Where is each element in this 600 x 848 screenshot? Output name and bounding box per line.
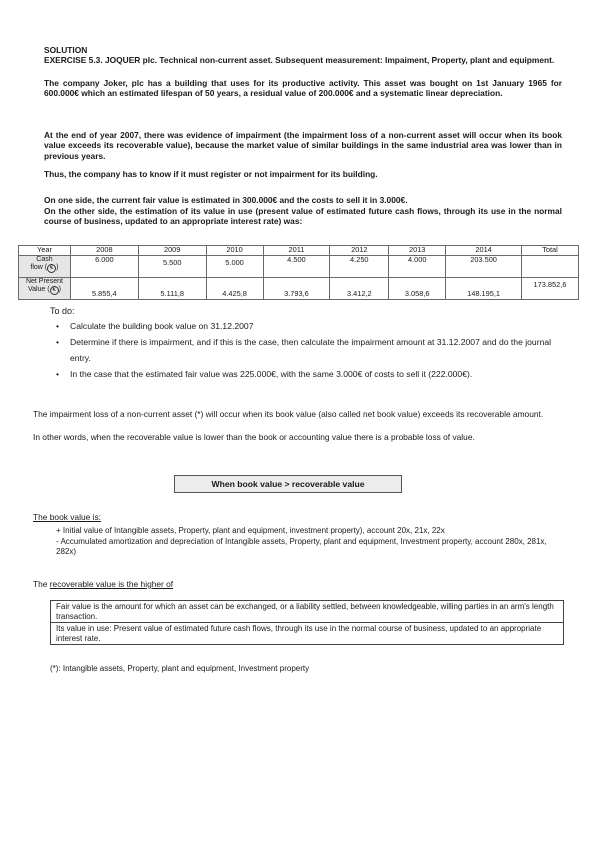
- explanation-impairment: The impairment loss of a non-current asset (*) will occur when its book value (also called net book value) exceeds its recoverable amount.: [33, 409, 544, 419]
- paragraph-register: Thus, the company has to know if it must register or not impairment for its building.: [44, 169, 378, 179]
- cash-cell: 4.000: [389, 256, 446, 278]
- book-value-line-initial: + Initial value of Intangible assets, Property, plant and equipment, investment property), account 20x, 21x, 22x: [56, 526, 445, 535]
- euro-symbol: €: [47, 264, 56, 273]
- paragraph-impairment-evidence: At the end of year 2007, there was evidence of impairment (the impairment loss of a non-current asset will occur when its book value exceeds its recoverable value), because the market value of similar buildings in the same industrial area was lower than in previous years.: [44, 130, 562, 161]
- cash-total-cell: [522, 256, 579, 278]
- value-in-use-definition: Its value in use: Present value of estimated future cash flows, through its use in the normal course of business, updated to an appropriate interest rate.: [51, 622, 563, 644]
- npv-row: [19, 278, 579, 300]
- npv-label-line2: Value: [27, 285, 46, 293]
- list-item: [56, 366, 566, 382]
- fair-value-definition: Fair value is the amount for which an asset can be exchanged, or a liability settled, between knowledgeable, willing parties in an arm's length transaction.: [56, 602, 554, 621]
- header-cell: Year: [19, 246, 71, 256]
- header-cell: 2012: [330, 246, 389, 256]
- npv-cell: 3.793,6: [263, 278, 330, 300]
- npv-total-cell: 173.852,6: [522, 278, 579, 300]
- recoverable-definition-box: [50, 600, 564, 645]
- npv-label-line1: Net Present: [25, 278, 63, 285]
- rule-box: When book value > recoverable value: [174, 475, 402, 493]
- bullet-icon: •: [56, 321, 60, 331]
- header-cell: 2011: [263, 246, 330, 256]
- cash-cell: 5.500: [138, 256, 206, 278]
- cash-cell: 5.000: [206, 256, 263, 278]
- npv-cell: 5.111,8: [138, 278, 206, 300]
- npv-cell: 5.855,4: [70, 278, 138, 300]
- todo-label: To do:: [50, 306, 75, 316]
- bullet-icon: •: [56, 337, 60, 347]
- cash-cell: 4.500: [263, 256, 330, 278]
- npv-cell: 3.412,2: [330, 278, 389, 300]
- tick-mark: ˈ: [261, 492, 263, 498]
- recoverable-label: recoverable value is the higher of: [49, 579, 174, 589]
- todo-item-text: Calculate the building book value on 31.12.2007: [70, 321, 254, 331]
- recoverable-prefix: The: [33, 579, 50, 589]
- todo-item-text: In the case that the estimated fair value was 225.000€, with the same 3.000€ of costs to sell it (222.000€).: [70, 369, 473, 379]
- npv-cell: 148.195,1: [446, 278, 522, 300]
- cash-flow-row: [19, 256, 579, 278]
- explanation-other-words: In other words, when the recoverable value is lower than the book or accounting value there is a probable loss of value.: [33, 432, 475, 442]
- row-label-npv: Net Present Value ( € ): [19, 278, 71, 300]
- table-header-row: [19, 246, 579, 256]
- header-cell: 2010: [206, 246, 263, 256]
- euro-symbol: €: [50, 286, 59, 295]
- bullet-icon: •: [56, 369, 60, 379]
- list-item: [56, 318, 566, 334]
- paragraph-value-in-use: On the other side, the estimation of its value in use (present value of estimated future cash flows, through its use in the normal course of business, updated to an appropriate interest rate) was:: [44, 206, 562, 227]
- npv-cell: 3.058,6: [389, 278, 446, 300]
- header-cell: 2008: [70, 246, 138, 256]
- footnote: (*): Intangible assets, Property, plant and equipment, Investment property: [50, 664, 310, 673]
- header-cell: 2013: [389, 246, 446, 256]
- cash-cell: 4.250: [330, 256, 389, 278]
- header-cell: 2014: [446, 246, 522, 256]
- todo-list: [56, 318, 566, 382]
- paragraph-company: The company Joker, plc has a building that uses for its productive activity. This asset was bought on 1st January 1965 for 600.000€ which an estimated lifespan of 50 years, a residual value of 200.000€ and a systematic linear depreciation.: [44, 78, 562, 99]
- row-label-cash-flow: Cash flow ( € ): [19, 256, 71, 278]
- book-value-line-depreciation: - Accumulated amortization and depreciation of Intangible assets, Property, plant and equipment, Investment property, account 280x, 281x, 282x): [56, 537, 547, 556]
- todo-item-text: Determine if there is impairment, and if this is the case, then calculate the impairment amount at 31.12.2007 and do the journal entry.: [70, 337, 552, 363]
- header-cell: 2009: [138, 246, 206, 256]
- recoverable-value-heading: [33, 579, 173, 589]
- cash-label-line1: Cash: [36, 256, 53, 263]
- list-item: [56, 334, 566, 366]
- header-cell: Total: [522, 246, 579, 256]
- cash-cell: 203.500: [446, 256, 522, 278]
- npv-cell: 4.425,8: [206, 278, 263, 300]
- cash-label-line2: flow: [30, 263, 43, 271]
- paragraph-fair-value: On one side, the current fair value is estimated in 300.000€ and the costs to sell it in 3.000€.: [44, 195, 408, 205]
- book-value-label: The book value is:: [33, 512, 101, 522]
- cash-cell: 6.000: [70, 256, 138, 278]
- exercise-title: EXERCISE 5.3. JOQUER plc. Technical non-current asset. Subsequent measurement: Impaiment, Property, plant and equipment.: [44, 55, 555, 65]
- solution-heading: SOLUTION: [44, 45, 88, 55]
- cash-flow-table: [18, 245, 579, 300]
